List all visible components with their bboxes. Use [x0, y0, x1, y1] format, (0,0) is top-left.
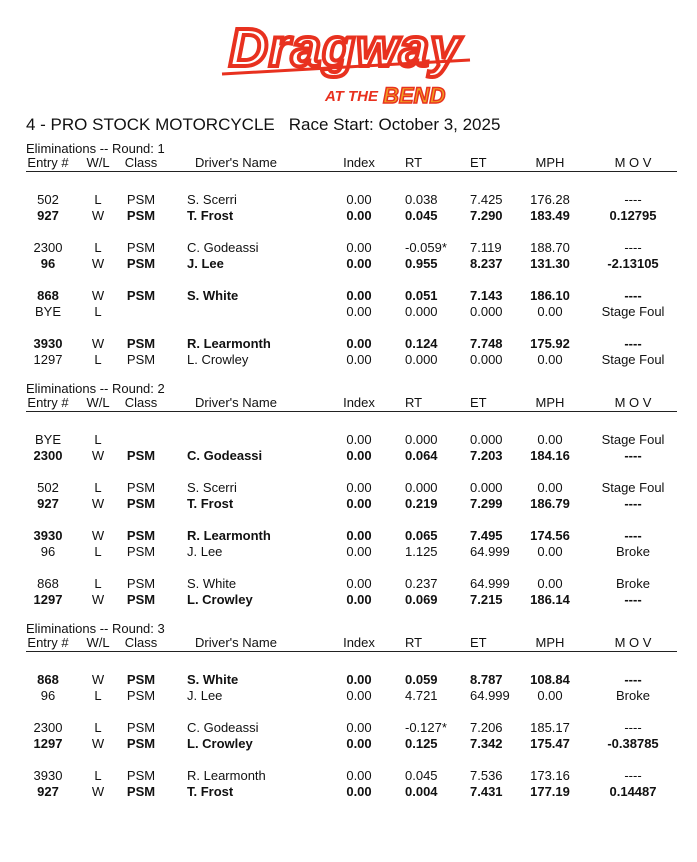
et-cell: 7.119 — [470, 240, 502, 255]
rt-cell: 0.124 — [405, 336, 438, 351]
et-cell: 64.999 — [470, 688, 510, 703]
driver-name-cell: J. Lee — [187, 544, 223, 559]
mov-cell: Stage Foul — [601, 304, 665, 319]
mph-cell: 173.16 — [530, 768, 570, 783]
entry-cell: 96 — [40, 544, 56, 559]
index-cell: 0.00 — [346, 208, 372, 223]
logo-tagline — [324, 83, 446, 108]
class-cell: PSM — [126, 208, 156, 223]
index-cell: 0.00 — [346, 352, 372, 367]
et-cell: 7.748 — [470, 336, 503, 351]
driver-name-cell: L. Crowley — [187, 736, 253, 751]
driver-name-cell: T. Frost — [187, 496, 234, 511]
et-cell: 8.787 — [470, 672, 503, 687]
et-cell: 0.000 — [470, 304, 503, 319]
column-header-rt: RT — [405, 395, 423, 410]
table-row — [0, 672, 697, 688]
et-cell: 0.000 — [470, 480, 503, 495]
rt-cell: 0.000 — [405, 432, 438, 447]
class-cell: PSM — [126, 288, 156, 303]
driver-name-cell: C. Godeassi — [187, 240, 259, 255]
rt-cell: 0.000 — [405, 352, 438, 367]
rt-cell: 0.004 — [405, 784, 438, 799]
driver-name-cell: C. Godeassi — [187, 720, 259, 735]
column-header-class: Class — [124, 155, 158, 170]
class-cell: PSM — [126, 736, 156, 751]
column-header-name: Driver's Name — [195, 395, 277, 410]
et-cell: 7.425 — [470, 192, 503, 207]
column-header-mph: MPH — [535, 155, 565, 170]
mov-cell: Stage Foul — [601, 352, 665, 367]
wl-cell: L — [94, 720, 102, 735]
class-cell: PSM — [126, 688, 156, 703]
table-row — [0, 592, 697, 608]
driver-name-cell: S. White — [187, 576, 237, 591]
table-row — [0, 768, 697, 784]
mov-cell: ---- — [624, 192, 642, 207]
wl-cell: W — [91, 784, 105, 799]
mov-cell: ---- — [624, 288, 642, 303]
driver-name-cell: S. White — [187, 672, 239, 687]
table-row — [0, 208, 697, 224]
driver-name-cell: S. Scerri — [187, 192, 237, 207]
entry-cell: 2300 — [33, 720, 63, 735]
mph-cell: 0.00 — [537, 544, 563, 559]
entry-cell: 868 — [37, 672, 59, 687]
mph-cell: 0.00 — [537, 688, 563, 703]
rt-cell: 0.219 — [405, 496, 438, 511]
driver-name-cell: T. Frost — [187, 784, 234, 799]
mov-cell: Stage Foul — [601, 432, 665, 447]
index-cell: 0.00 — [346, 336, 372, 351]
entry-cell: BYE — [34, 432, 61, 447]
entry-cell: 927 — [37, 784, 59, 799]
et-cell: 7.215 — [470, 592, 503, 607]
mph-cell: 0.00 — [537, 432, 563, 447]
wl-cell: W — [91, 256, 105, 271]
rt-cell: 0.237 — [405, 576, 438, 591]
column-header-wl: W/L — [86, 635, 110, 650]
driver-name-cell: S. Scerri — [187, 480, 237, 495]
et-cell: 7.342 — [470, 736, 503, 751]
entry-cell: 1297 — [33, 736, 63, 751]
wl-cell: L — [94, 688, 102, 703]
entry-cell: 2300 — [33, 240, 63, 255]
index-cell: 0.00 — [346, 528, 372, 543]
wl-cell: L — [94, 352, 102, 367]
table-row — [0, 304, 697, 320]
rt-cell: 1.125 — [405, 544, 438, 559]
driver-name-cell: T. Frost — [187, 208, 234, 223]
mov-cell: Broke — [616, 544, 650, 559]
et-cell: 0.000 — [470, 352, 503, 367]
column-header-index: Index — [343, 635, 375, 650]
entry-cell: BYE — [34, 304, 61, 319]
mov-cell: ---- — [624, 528, 642, 543]
entry-cell: 2300 — [33, 448, 63, 463]
entry-cell: 1297 — [33, 592, 63, 607]
class-cell: PSM — [126, 672, 156, 687]
index-cell: 0.00 — [346, 720, 372, 735]
wl-cell: L — [94, 304, 102, 319]
entry-cell: 868 — [37, 576, 59, 591]
wl-cell: W — [91, 736, 105, 751]
column-header-mph: MPH — [535, 395, 565, 410]
entry-cell: 96 — [40, 688, 56, 703]
column-header-mov: M O V — [614, 395, 652, 410]
class-title: 4 - PRO STOCK MOTORCYCLE — [26, 115, 275, 134]
et-cell: 7.290 — [470, 208, 503, 223]
table-row — [0, 256, 697, 272]
rt-cell: 4.721 — [405, 688, 438, 703]
wl-cell: L — [94, 544, 102, 559]
et-cell: 7.431 — [470, 784, 503, 799]
column-header-mph: MPH — [535, 635, 565, 650]
class-cell: PSM — [126, 480, 156, 495]
table-row — [0, 192, 697, 208]
rt-cell: 0.125 — [405, 736, 438, 751]
class-cell: PSM — [126, 592, 156, 607]
et-cell: 8.237 — [470, 256, 503, 271]
mov-cell: 0.12795 — [609, 208, 657, 223]
class-cell: PSM — [126, 240, 156, 255]
entry-cell: 3930 — [33, 528, 63, 543]
table-row — [0, 528, 697, 544]
index-cell: 0.00 — [346, 672, 372, 687]
index-cell: 0.00 — [346, 192, 372, 207]
index-cell: 0.00 — [346, 784, 372, 799]
mph-cell: 186.79 — [530, 496, 570, 511]
column-header-index: Index — [343, 155, 375, 170]
column-header-rt: RT — [405, 155, 423, 170]
entry-cell: 502 — [37, 192, 59, 207]
column-header-entry: Entry # — [27, 395, 69, 410]
column-header-entry: Entry # — [27, 635, 69, 650]
mov-cell: Broke — [616, 576, 650, 591]
mph-cell: 0.00 — [537, 352, 563, 367]
index-cell: 0.00 — [346, 256, 372, 271]
mov-cell: 0.14487 — [609, 784, 657, 799]
driver-name-cell: J. Lee — [187, 688, 223, 703]
mph-cell: 174.56 — [530, 528, 570, 543]
wl-cell: L — [94, 576, 102, 591]
table-row — [0, 448, 697, 464]
table-row — [0, 336, 697, 352]
entry-cell: 502 — [37, 480, 59, 495]
mph-cell: 186.14 — [530, 592, 570, 607]
et-cell: 7.143 — [470, 288, 503, 303]
svg-text:Dragway: Dragway — [228, 18, 462, 78]
rt-cell: -0.127* — [405, 720, 447, 735]
column-header-wl: W/L — [86, 155, 110, 170]
page-title — [26, 115, 500, 135]
column-header-row — [0, 395, 697, 411]
mph-cell: 108.84 — [530, 672, 570, 687]
index-cell: 0.00 — [346, 768, 372, 783]
race-start: Race Start: October 3, 2025 — [288, 115, 501, 134]
driver-name-cell: S. White — [187, 288, 239, 303]
class-cell: PSM — [126, 528, 156, 543]
rt-cell: 0.000 — [405, 304, 438, 319]
entry-cell: 1297 — [33, 352, 63, 367]
mov-cell: Broke — [616, 688, 650, 703]
round-label: Eliminations -- Round: 2 — [26, 381, 165, 396]
header-divider — [26, 171, 677, 172]
wl-cell: W — [91, 448, 105, 463]
column-header-name: Driver's Name — [195, 635, 277, 650]
mph-cell: 177.19 — [530, 784, 570, 799]
rt-cell: 0.051 — [405, 288, 438, 303]
wl-cell: W — [91, 528, 105, 543]
table-row — [0, 736, 697, 752]
et-cell: 7.206 — [470, 720, 503, 735]
class-cell: PSM — [126, 768, 156, 783]
driver-name-cell: L. Crowley — [187, 592, 253, 607]
column-header-et: ET — [470, 395, 487, 410]
index-cell: 0.00 — [346, 496, 372, 511]
mph-cell: 183.49 — [530, 208, 570, 223]
wl-cell: W — [91, 672, 105, 687]
mph-cell: 188.70 — [530, 240, 570, 255]
et-cell: 64.999 — [470, 576, 510, 591]
class-cell: PSM — [126, 336, 156, 351]
table-row — [0, 432, 697, 448]
column-header-entry: Entry # — [27, 155, 69, 170]
class-cell: PSM — [126, 496, 156, 511]
rt-cell: 0.069 — [405, 592, 438, 607]
driver-name-cell: J. Lee — [187, 256, 224, 271]
table-row — [0, 688, 697, 704]
table-row — [0, 240, 697, 256]
mph-cell: 131.30 — [530, 256, 570, 271]
svg-text:BEND: BEND — [383, 83, 446, 108]
entry-cell: 3930 — [33, 768, 63, 783]
mph-cell: 0.00 — [537, 480, 563, 495]
class-cell: PSM — [126, 784, 156, 799]
column-header-et: ET — [470, 635, 487, 650]
et-cell: 0.000 — [470, 432, 503, 447]
rt-cell: 0.955 — [405, 256, 438, 271]
logo-wordmark — [222, 18, 470, 78]
column-header-class: Class — [124, 395, 158, 410]
mov-cell: ---- — [624, 336, 642, 351]
mov-cell: ---- — [624, 592, 642, 607]
svg-text:AT THE: AT THE — [324, 88, 378, 105]
mph-cell: 185.17 — [530, 720, 570, 735]
driver-name-cell: R. Learmonth — [187, 768, 266, 783]
mov-cell: ---- — [624, 768, 642, 783]
et-cell: 7.299 — [470, 496, 503, 511]
index-cell: 0.00 — [346, 448, 372, 463]
index-cell: 0.00 — [346, 544, 372, 559]
mph-cell: 186.10 — [530, 288, 570, 303]
column-header-mov: M O V — [614, 155, 652, 170]
dragway-logo — [200, 8, 490, 108]
index-cell: 0.00 — [346, 576, 372, 591]
index-cell: 0.00 — [346, 688, 372, 703]
column-header-class: Class — [124, 635, 158, 650]
mph-cell: 0.00 — [537, 576, 563, 591]
round-label: Eliminations -- Round: 1 — [26, 141, 165, 156]
rt-cell: 0.065 — [405, 528, 438, 543]
et-cell: 7.203 — [470, 448, 503, 463]
wl-cell: W — [91, 592, 105, 607]
table-row — [0, 480, 697, 496]
wl-cell: L — [94, 192, 102, 207]
round-label: Eliminations -- Round: 3 — [26, 621, 165, 636]
column-header-row — [0, 635, 697, 651]
et-cell: 7.495 — [470, 528, 503, 543]
class-cell: PSM — [126, 352, 156, 367]
mov-cell: ---- — [624, 496, 642, 511]
class-cell: PSM — [126, 720, 156, 735]
rt-cell: -0.059* — [405, 240, 447, 255]
wl-cell: W — [91, 208, 105, 223]
index-cell: 0.00 — [346, 304, 372, 319]
driver-name-cell: L. Crowley — [187, 352, 249, 367]
mov-cell: -2.13105 — [607, 256, 659, 271]
table-row — [0, 496, 697, 512]
mph-cell: 0.00 — [537, 304, 563, 319]
wl-cell: W — [91, 288, 105, 303]
entry-cell: 3930 — [33, 336, 63, 351]
wl-cell: L — [94, 480, 102, 495]
index-cell: 0.00 — [346, 432, 372, 447]
column-header-wl: W/L — [86, 395, 110, 410]
header-divider — [26, 651, 677, 652]
column-header-row — [0, 155, 697, 171]
mph-cell: 175.92 — [530, 336, 570, 351]
column-header-name: Driver's Name — [195, 155, 277, 170]
entry-cell: 868 — [37, 288, 59, 303]
et-cell: 7.536 — [470, 768, 503, 783]
class-cell: PSM — [126, 448, 156, 463]
rt-cell: 0.000 — [405, 480, 438, 495]
class-cell: PSM — [126, 192, 156, 207]
table-row — [0, 288, 697, 304]
mov-cell: ---- — [624, 672, 642, 687]
entry-cell: 96 — [40, 256, 56, 271]
table-row — [0, 352, 697, 368]
entry-cell: 927 — [37, 208, 59, 223]
rt-cell: 0.064 — [405, 448, 438, 463]
table-row — [0, 720, 697, 736]
driver-name-cell: R. Learmonth — [187, 336, 271, 351]
mph-cell: 175.47 — [530, 736, 570, 751]
column-header-index: Index — [343, 395, 375, 410]
rt-cell: 0.045 — [405, 768, 438, 783]
mov-cell: ---- — [624, 720, 642, 735]
mph-cell: 176.28 — [530, 192, 570, 207]
wl-cell: W — [91, 496, 105, 511]
et-cell: 64.999 — [470, 544, 510, 559]
index-cell: 0.00 — [346, 240, 372, 255]
column-header-rt: RT — [405, 635, 423, 650]
index-cell: 0.00 — [346, 288, 372, 303]
index-cell: 0.00 — [346, 480, 372, 495]
rt-cell: 0.045 — [405, 208, 438, 223]
class-cell: PSM — [126, 544, 156, 559]
rt-cell: 0.038 — [405, 192, 438, 207]
mph-cell: 184.16 — [530, 448, 570, 463]
mov-cell: ---- — [624, 448, 642, 463]
driver-name-cell: C. Godeassi — [187, 448, 263, 463]
table-row — [0, 544, 697, 560]
class-cell: PSM — [126, 576, 156, 591]
wl-cell: L — [94, 432, 102, 447]
table-row — [0, 576, 697, 592]
mov-cell: -0.38785 — [607, 736, 659, 751]
rt-cell: 0.059 — [405, 672, 438, 687]
wl-cell: L — [94, 240, 102, 255]
header-divider — [26, 411, 677, 412]
table-row — [0, 784, 697, 800]
driver-name-cell: R. Learmonth — [187, 528, 271, 543]
wl-cell: W — [91, 336, 105, 351]
index-cell: 0.00 — [346, 592, 372, 607]
column-header-et: ET — [470, 155, 487, 170]
wl-cell: L — [94, 768, 102, 783]
column-header-mov: M O V — [614, 635, 652, 650]
mov-cell: ---- — [624, 240, 642, 255]
entry-cell: 927 — [37, 496, 59, 511]
mov-cell: Stage Foul — [601, 480, 665, 495]
class-cell: PSM — [126, 256, 156, 271]
index-cell: 0.00 — [346, 736, 372, 751]
